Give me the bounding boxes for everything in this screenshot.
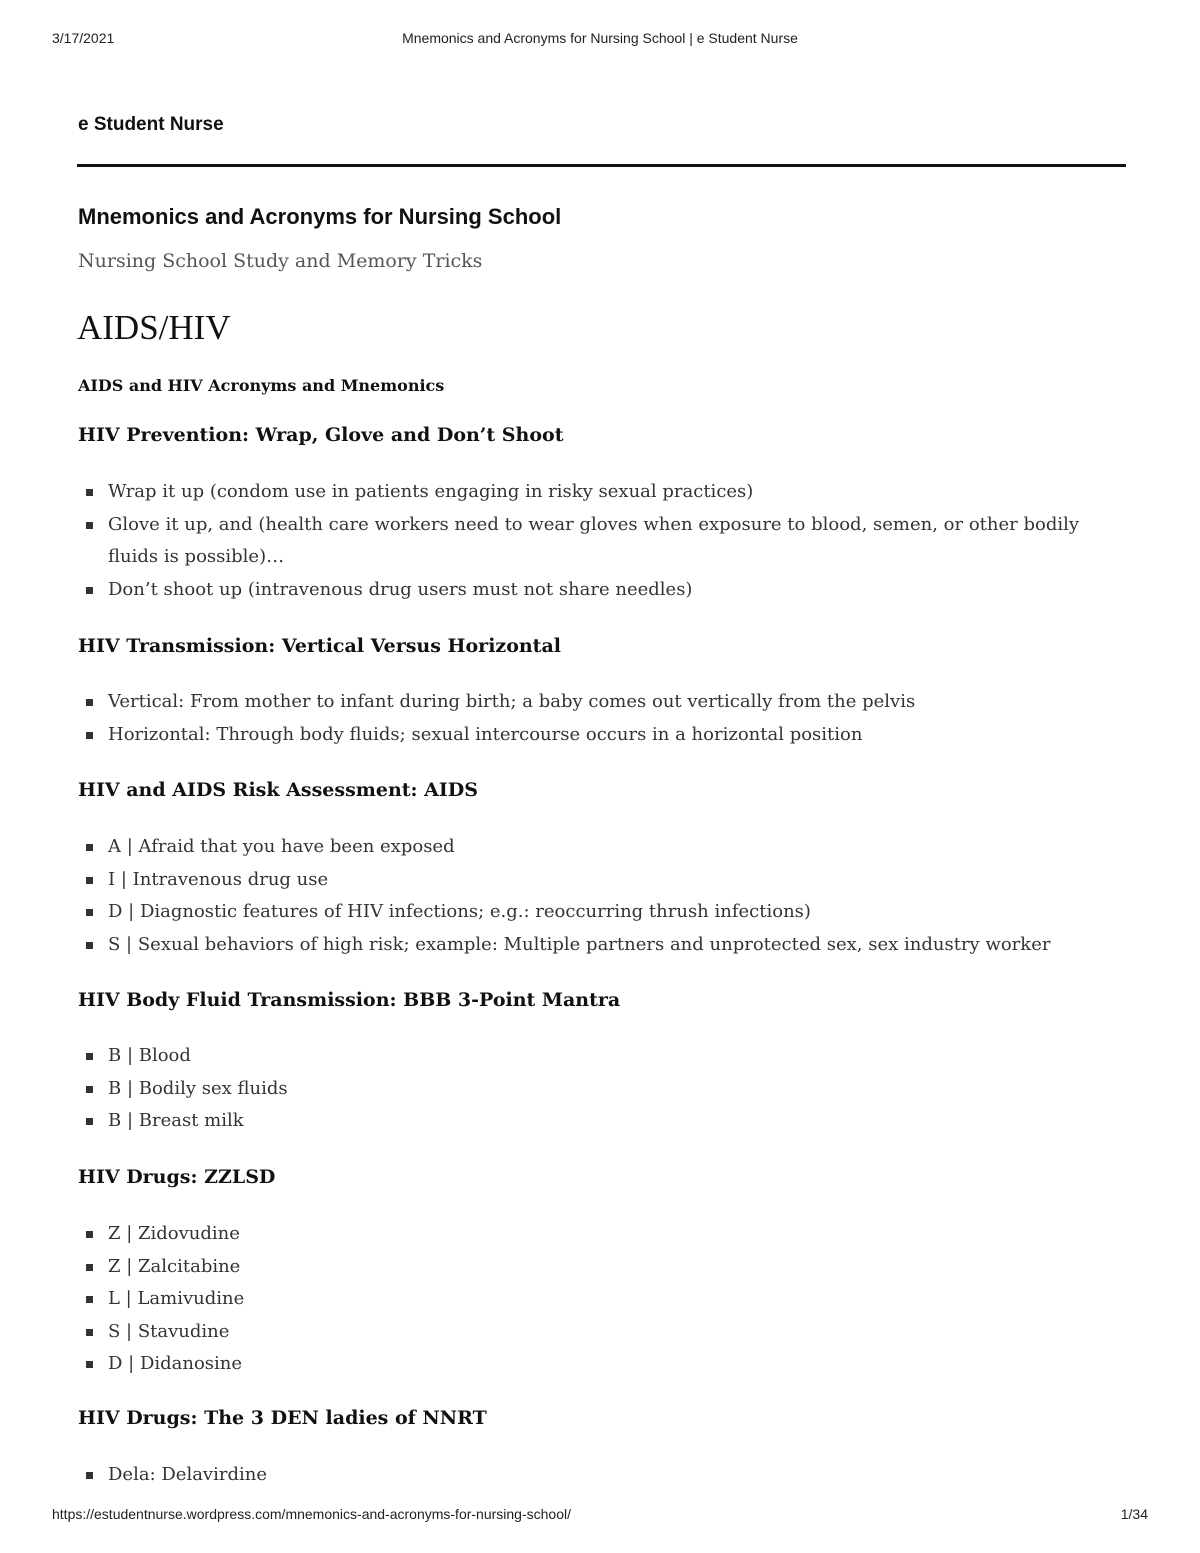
post-subtitle: Nursing School Study and Memory Tricks xyxy=(78,250,483,272)
group-list-hiv-drugs-nnrt xyxy=(86,1459,1096,1492)
list-item-text: Z | Zalcitabine xyxy=(108,1255,241,1277)
list-item xyxy=(86,719,1096,752)
print-header xyxy=(0,30,1200,50)
square-bullet-icon xyxy=(86,1231,93,1238)
header-divider xyxy=(77,164,1126,167)
group-list-body-fluid xyxy=(86,1040,1096,1138)
square-bullet-icon xyxy=(86,1118,93,1125)
square-bullet-icon xyxy=(86,909,93,916)
print-footer xyxy=(0,1506,1200,1526)
list-item xyxy=(86,1283,1096,1316)
list-item-text: Wrap it up (condom use in patients engaging in risky sexual practices) xyxy=(108,481,754,502)
group-list-hiv-drugs-zzlsd xyxy=(86,1218,1096,1381)
square-bullet-icon xyxy=(86,522,93,529)
list-item xyxy=(86,1316,1096,1349)
square-bullet-icon xyxy=(86,1086,93,1093)
list-item-text: Vertical: From mother to infant during birth; a baby comes out vertically from the pelvis xyxy=(108,691,916,712)
page-number: 1/34 xyxy=(1120,1506,1148,1522)
list-item-text: D | Diagnostic features of HIV infections; e.g.: reoccurring thrush infections) xyxy=(108,901,811,922)
square-bullet-icon xyxy=(86,1361,93,1368)
square-bullet-icon xyxy=(86,732,93,739)
square-bullet-icon xyxy=(86,942,93,949)
list-item-text: L | Lamivudine xyxy=(108,1288,245,1309)
list-item-text: B | Breast milk xyxy=(108,1110,244,1131)
list-item-text: B | Bodily sex fluids xyxy=(108,1077,288,1099)
print-document-title: Mnemonics and Acronyms for Nursing School | e Student Nurse xyxy=(402,30,798,46)
list-item-text: B | Blood xyxy=(108,1045,191,1066)
list-item xyxy=(86,1073,1096,1106)
square-bullet-icon xyxy=(86,489,93,496)
list-item xyxy=(86,686,1096,719)
list-item xyxy=(86,1218,1096,1251)
square-bullet-icon xyxy=(86,877,93,884)
square-bullet-icon xyxy=(86,1472,93,1479)
post-title: Mnemonics and Acronyms for Nursing School xyxy=(78,204,562,229)
list-item-text: D | Didanosine xyxy=(108,1353,243,1374)
list-item xyxy=(86,476,1096,509)
list-item-text: S | Sexual behaviors of high risk; example: Multiple partners and unprotected sex, sex industry worker xyxy=(108,933,1051,955)
group-heading-hiv-prevention: HIV Prevention: Wrap, Glove and Don’t Shoot xyxy=(78,424,564,446)
square-bullet-icon xyxy=(86,1329,93,1336)
group-heading-hiv-drugs-zzlsd: HIV Drugs: ZZLSD xyxy=(78,1166,276,1188)
square-bullet-icon xyxy=(86,1264,93,1271)
list-item-text: Horizontal: Through body fluids; sexual intercourse occurs in a horizontal position xyxy=(108,723,863,745)
list-item-text: Glove it up, and (health care workers need to wear gloves when exposure to blood, semen, or other bodily fluids is possible)… xyxy=(108,513,1080,567)
group-heading-hiv-transmission: HIV Transmission: Vertical Versus Horizontal xyxy=(78,635,561,657)
list-item-text: Z | Zidovudine xyxy=(108,1223,240,1244)
list-item xyxy=(86,1105,1096,1138)
list-item-text: S | Stavudine xyxy=(108,1320,230,1342)
list-item-text: I | Intravenous drug use xyxy=(108,868,329,890)
section-intro: AIDS and HIV Acronyms and Mnemonics xyxy=(78,376,445,395)
list-item xyxy=(86,864,1096,897)
square-bullet-icon xyxy=(86,844,93,851)
list-item-text: Don’t shoot up (intravenous drug users must not share needles) xyxy=(108,578,693,600)
page-url-link[interactable]: https://estudentnurse.wordpress.com/mnemonics-and-acronyms-for-nursing-school/ xyxy=(52,1506,571,1522)
section-title: AIDS/HIV xyxy=(77,308,231,347)
square-bullet-icon xyxy=(86,1296,93,1303)
square-bullet-icon xyxy=(86,1053,93,1060)
group-heading-risk-assessment: HIV and AIDS Risk Assessment: AIDS xyxy=(78,779,479,801)
list-item xyxy=(86,831,1096,864)
square-bullet-icon xyxy=(86,699,93,706)
list-item xyxy=(86,1251,1096,1284)
list-item xyxy=(86,929,1096,962)
list-item xyxy=(86,896,1096,929)
group-list-hiv-transmission xyxy=(86,686,1096,751)
list-item xyxy=(86,574,1096,607)
list-item-text: Dela: Delavirdine xyxy=(108,1464,267,1485)
group-heading-body-fluid: HIV Body Fluid Transmission: BBB 3-Point Mantra xyxy=(78,989,621,1011)
square-bullet-icon xyxy=(86,587,93,594)
list-item xyxy=(86,509,1096,574)
site-title-link[interactable]: e Student Nurse xyxy=(78,114,224,135)
list-item xyxy=(86,1459,1096,1492)
group-heading-hiv-drugs-nnrt: HIV Drugs: The 3 DEN ladies of NNRT xyxy=(78,1407,487,1429)
print-date: 3/17/2021 xyxy=(52,30,115,46)
list-item xyxy=(86,1040,1096,1073)
list-item-text: A | Afraid that you have been exposed xyxy=(108,836,455,857)
list-item xyxy=(86,1348,1096,1381)
group-list-risk-assessment xyxy=(86,831,1096,961)
group-list-hiv-prevention xyxy=(86,476,1096,606)
